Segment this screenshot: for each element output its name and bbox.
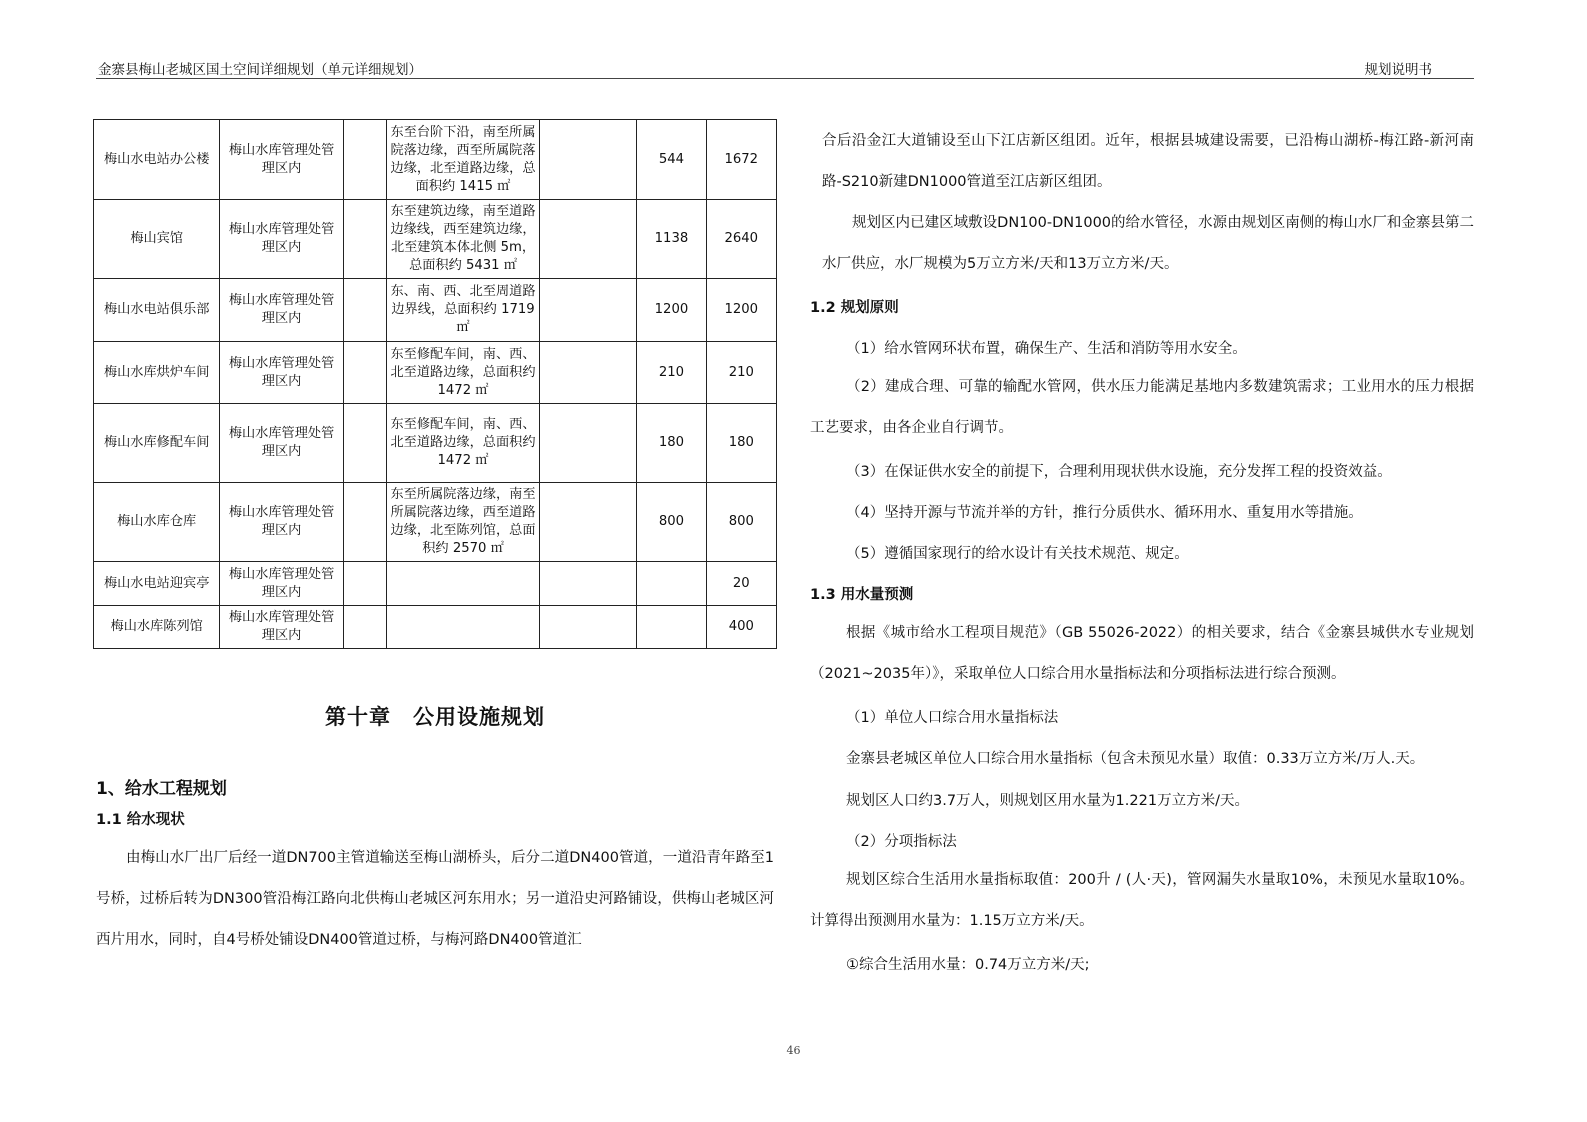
building-area-value-cell: 800	[706, 483, 776, 562]
blank-cell	[343, 120, 386, 200]
water-status-paragraph: 由梅山水厂出厂后经一道DN700主管道输送至梅山湖桥头，后分二道DN400管道，一道沿青年路至1号桥，过桥后转为DN300管沿梅江路向北供梅山老城区河东用水；另一道沿史河路铺设，供梅山老城区河西片用水，同时，自4号桥处铺设DN400管道过桥，与梅河路DN400管道汇	[96, 850, 774, 948]
document-type: 规划说明书	[1364, 62, 1432, 78]
building-name-cell: 梅山水电站办公楼	[94, 120, 220, 200]
area-value-cell: 800	[637, 483, 706, 562]
building-area-value-cell: 210	[706, 342, 776, 404]
blank-cell	[343, 200, 386, 279]
area-value-cell: 544	[637, 120, 706, 200]
area-value-cell	[637, 606, 706, 649]
blank-cell	[343, 342, 386, 404]
blank-cell	[540, 606, 637, 649]
building-name-cell: 梅山宾馆	[94, 200, 220, 279]
itemized-index-paragraph: 规划区综合生活用水量指标取值：200升 / (人·天)，管网漏失水量取10%，未预见水量取10%。计算得出预测用水量为：1.15万立方米/天。	[810, 872, 1474, 929]
building-area-value-cell: 400	[706, 606, 776, 649]
forecast-method-paragraph: 根据《城市给水工程项目规范》（GB 55026-2022）的相关要求，结合《金寨县城供水专业规划（2021~2035年）》，采取单位人口综合用水量指标法和分项指标法进行综合预测。	[810, 625, 1474, 682]
building-name-cell: 梅山水库陈列馆	[94, 606, 220, 649]
management-area-cell: 梅山水库管理处管理区内	[220, 562, 343, 606]
table-row	[94, 279, 777, 342]
table-row	[94, 483, 777, 562]
building-area-value-cell: 20	[706, 562, 776, 606]
blank-cell	[540, 342, 637, 404]
population-demand: 规划区人口约3.7万人，则规划区用水量为1.221万立方米/天。	[846, 793, 1249, 809]
principle-5: （5）遵循国家现行的给水设计有关技术规范、规定。	[846, 546, 1189, 562]
section-heading: 1、给水工程规划	[96, 779, 227, 799]
table-row	[94, 120, 777, 200]
blank-cell	[343, 279, 386, 342]
boundary-description-cell	[386, 606, 540, 649]
area-value-cell	[637, 562, 706, 606]
table-row	[94, 404, 777, 483]
planning-principles-heading: 1.2 规划原则	[810, 300, 899, 316]
building-name-cell: 梅山水库烘炉车间	[94, 342, 220, 404]
management-area-cell: 梅山水库管理处管理区内	[220, 606, 343, 649]
document-title: 金寨县梅山老城区国土空间详细规划（单元详细规划）	[98, 62, 422, 78]
area-value-cell: 210	[637, 342, 706, 404]
building-name-cell: 梅山水电站俱乐部	[94, 279, 220, 342]
blank-cell	[540, 200, 637, 279]
principle-3: （3）在保证供水安全的前提下，合理利用现状供水设施，充分发挥工程的投资效益。	[846, 464, 1392, 480]
boundary-description-cell: 东至建筑边缘，南至道路边缘线，西至建筑边缘，北至建筑本体北侧 5m，总面积约 5431 ㎡	[386, 200, 540, 279]
building-name-cell: 梅山水电站迎宾亭	[94, 562, 220, 606]
table-row	[94, 562, 777, 606]
water-demand-heading: 1.3 用水量预测	[810, 587, 914, 603]
continued-paragraph: 合后沿金江大道铺设至山下江店新区组团。近年，根据县城建设需要，已沿梅山湖桥-梅江路-新河南路-S210新建DN1000管道至江店新区组团。	[822, 133, 1474, 190]
blank-cell	[540, 120, 637, 200]
blank-cell	[540, 562, 637, 606]
blank-cell	[343, 404, 386, 483]
management-area-cell: 梅山水库管理处管理区内	[220, 200, 343, 279]
management-area-cell: 梅山水库管理处管理区内	[220, 342, 343, 404]
method-2-label: （2）分项指标法	[846, 834, 957, 850]
boundary-description-cell	[386, 562, 540, 606]
table-row	[94, 200, 777, 279]
area-value-cell: 1138	[637, 200, 706, 279]
blank-cell	[343, 562, 386, 606]
boundary-description-cell: 东、南、西、北至周道路边界线，总面积约 1719 ㎡	[386, 279, 540, 342]
building-area-value-cell: 2640	[706, 200, 776, 279]
principle-1: （1）给水管网环状布置，确保生产、生活和消防等用水安全。	[846, 341, 1247, 357]
page-header	[96, 56, 1474, 79]
management-area-cell: 梅山水库管理处管理区内	[220, 483, 343, 562]
blank-cell	[540, 404, 637, 483]
principle-4: （4）坚持开源与节流并举的方针，推行分质供水、循环用水、重复用水等措施。	[846, 505, 1363, 521]
boundary-description-cell: 东至所属院落边缘，南至所属院落边缘，西至道路边缘，北至陈列馆，总面积约 2570 ㎡	[386, 483, 540, 562]
area-value-cell: 180	[637, 404, 706, 483]
page-number: 46	[786, 1044, 801, 1057]
blank-cell	[540, 483, 637, 562]
boundary-description-cell: 东至修配车间，南、西、北至道路边缘，总面积约 1472 ㎡	[386, 342, 540, 404]
building-area-value-cell: 1672	[706, 120, 776, 200]
subsection-heading: 1.1 给水现状	[96, 812, 185, 828]
blank-cell	[540, 279, 637, 342]
heritage-building-table	[93, 119, 777, 649]
building-area-value-cell: 1200	[706, 279, 776, 342]
management-area-cell: 梅山水库管理处管理区内	[220, 120, 343, 200]
management-area-cell: 梅山水库管理处管理区内	[220, 404, 343, 483]
management-area-cell: 梅山水库管理处管理区内	[220, 279, 343, 342]
building-area-value-cell: 180	[706, 404, 776, 483]
building-name-cell: 梅山水库修配车间	[94, 404, 220, 483]
blank-cell	[343, 606, 386, 649]
method-1-label: （1）单位人口综合用水量指标法	[846, 710, 1059, 726]
boundary-description-cell: 东至台阶下沿，南至所属院落边缘，西至所属院落边缘，北至道路边缘，总面积约 1415 ㎡	[386, 120, 540, 200]
domestic-water-demand: ①综合生活用水量：0.74万立方米/天;	[846, 957, 1090, 973]
table-row	[94, 342, 777, 404]
per-capita-index: 金寨县老城区单位人口综合用水量指标（包含未预见水量）取值：0.33万立方米/万人.天。	[846, 751, 1425, 767]
area-value-cell: 1200	[637, 279, 706, 342]
building-name-cell: 梅山水库仓库	[94, 483, 220, 562]
blank-cell	[343, 483, 386, 562]
principle-2: （2）建成合理、可靠的输配水管网，供水压力能满足基地内多数建筑需求；工业用水的压力根据工艺要求，由各企业自行调节。	[810, 379, 1474, 436]
boundary-description-cell: 东至修配车间，南、西、北至道路边缘，总面积约 1472 ㎡	[386, 404, 540, 483]
table-row	[94, 606, 777, 649]
water-pipe-paragraph: 规划区内已建区域敷设DN100-DN1000的给水管径，水源由规划区南侧的梅山水厂和金寨县第二水厂供应，水厂规模为5万立方米/天和13万立方米/天。	[822, 215, 1474, 272]
chapter-title: 第十章 公用设施规划	[325, 705, 545, 729]
